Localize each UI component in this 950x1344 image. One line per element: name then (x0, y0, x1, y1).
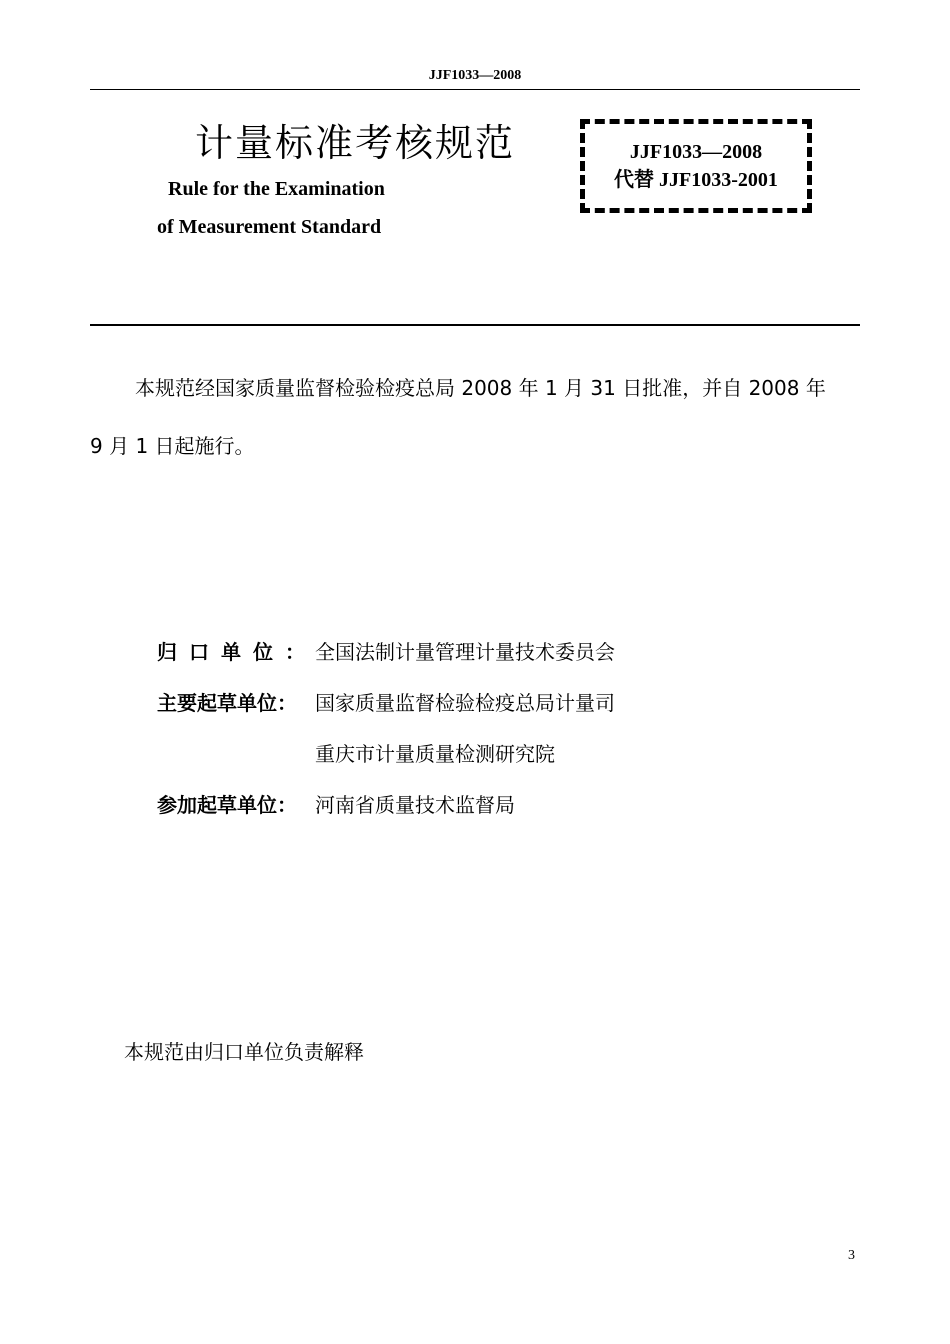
document-title-english-line1: Rule for the Examination (168, 178, 385, 200)
main-drafting-unit-label: 主要起草单位： (157, 691, 297, 715)
running-header: JJF1033—2008 (428, 68, 522, 83)
responsible-unit-value: 全国法制计量管理计量技术委员会 (315, 640, 615, 664)
responsible-unit-label: 归口单位： (157, 640, 317, 664)
header-rule (90, 89, 860, 90)
document-title-chinese: 计量标准考核规范 (195, 121, 516, 165)
main-drafting-unit-value-2: 重庆市计量质量检测研究院 (315, 742, 555, 766)
page-number: 3 (848, 1248, 855, 1263)
approval-text-line2: 9 月 1 日起施行。 (90, 434, 255, 458)
approval-text-line1: 本规范经国家质量监督检验检疫总局 2008 年 1 月 31 日批准，并自 2008 年 (135, 376, 826, 400)
participating-unit-label: 参加起草单位： (157, 793, 297, 817)
stamp-code: JJF1033—2008 (629, 141, 763, 163)
document-code-stamp (580, 119, 812, 213)
document-title-english-line2: of Measurement Standard (157, 216, 382, 238)
main-drafting-unit-value-1: 国家质量监督检验检疫总局计量司 (315, 691, 615, 715)
stamp-replaces: 代替 JJF1033-2001 (614, 169, 778, 191)
participating-unit-value: 河南省质量技术监督局 (315, 793, 515, 817)
title-separator-rule (90, 324, 860, 326)
interpretation-note: 本规范由归口单位负责解释 (124, 1040, 364, 1064)
